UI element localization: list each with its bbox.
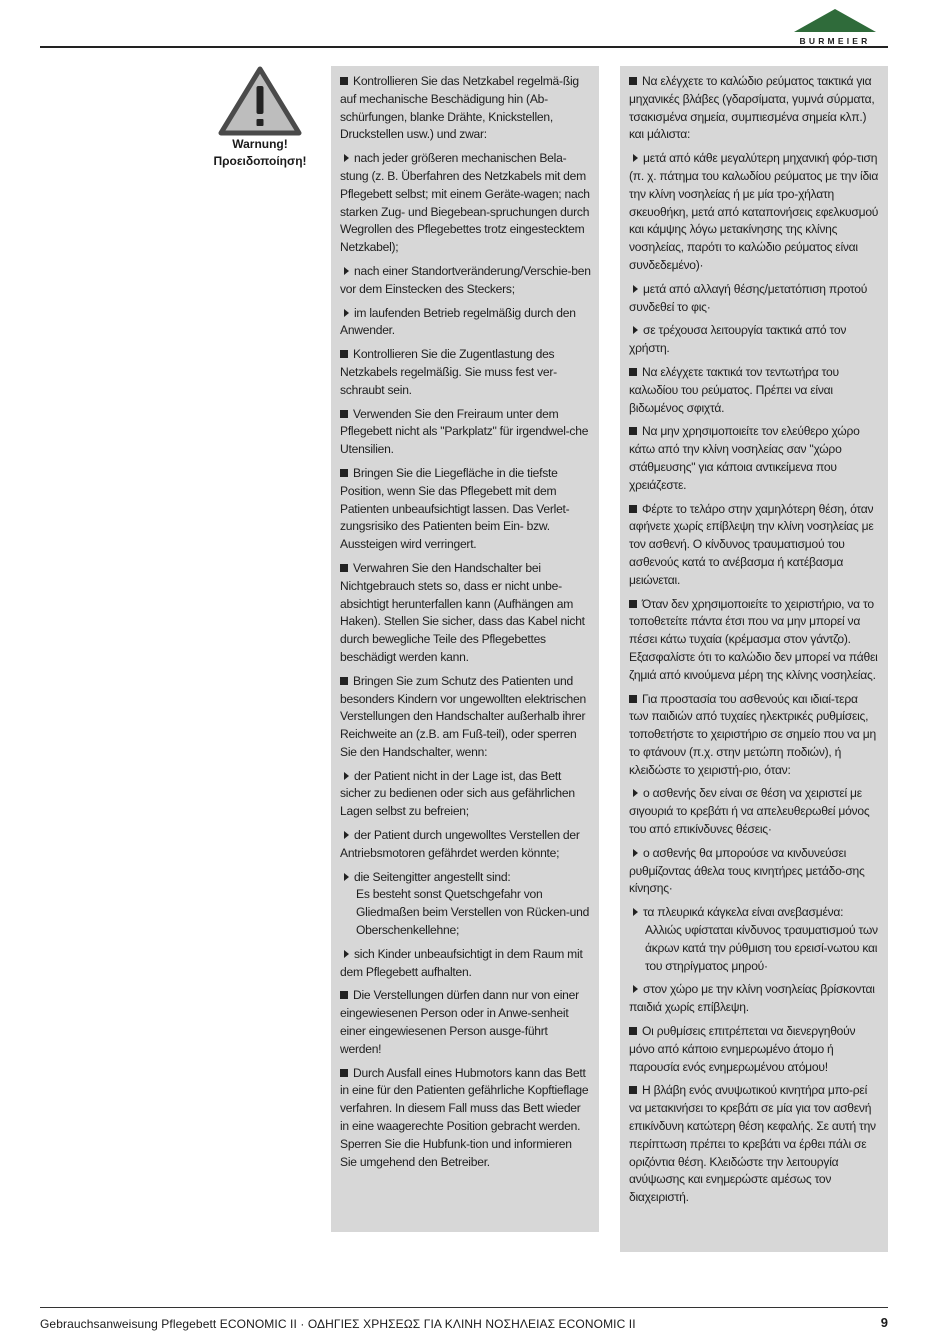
paragraph-text: Durch Ausfall eines Hubmotors kann das Bett in eine für den Patienten gefährliche Kopftieflage verfahren. In diesem Fall muss das Bett wieder in eine waagerechte Position gebracht werden. Sperren Sie die Hubfunk-tion und informieren Sie umgehend den Betreiber. (340, 1065, 589, 1169)
german-paragraph (340, 768, 591, 821)
arrow-bullet-icon (633, 285, 638, 293)
paragraph-text: στον χώρο με την κλίνη νοσηλείας βρίσκονται παιδιά χωρίς επίβλεψη. (629, 982, 875, 1015)
paragraph-text: ο ασθενής θα μπορούσε να κινδυνεύσει ρυθμίζοντας άθελα τους κινητήρες μετάδο-σης κίνησης· (629, 845, 865, 896)
paragraph-text: Kontrollieren Sie das Netzkabel regelmä-ßig auf mechanische Beschädigung hin (Ab-schürfungen, blanke Drähte, Knickstellen, Druckstellen usw.) und zwar: (340, 74, 579, 142)
paragraph-text: Όταν δεν χρησιμοποιείτε το χειριστήριο, να το τοποθετείτε πάντα έτσι που να μην μπορεί να πέσει κάτω τυχαία (κρέμασμα στον γάντζο). Εξασφαλίστε ότι το καλώδιο δεν μπορεί να πάθει ζημιά από κινούμενα μέρη της κλίνης νοσηλείας. (629, 596, 878, 682)
square-bullet-icon (340, 77, 348, 85)
german-paragraph (340, 869, 591, 940)
greek-paragraph (629, 845, 880, 898)
greek-paragraph (629, 364, 880, 417)
square-bullet-icon (629, 77, 637, 85)
square-bullet-icon (340, 350, 348, 358)
german-paragraph (340, 73, 591, 144)
greek-paragraph (629, 981, 880, 1017)
arrow-bullet-icon (633, 849, 638, 857)
square-bullet-icon (340, 677, 348, 685)
warning-label-de: Warnung! (232, 137, 288, 151)
square-bullet-icon (629, 695, 637, 703)
paragraph-text: Να μην χρησιμοποιείτε τον ελεύθερο χώρο κάτω από την κλίνη νοσηλείας σαν "χώρο στάθμευσης" για κάποια αντικείμενα που χρειάζεστε. (629, 424, 860, 492)
arrow-bullet-icon (633, 908, 638, 916)
german-paragraph (340, 263, 591, 299)
paragraph-text: die Seitengitter angestellt sind: (354, 869, 511, 884)
square-bullet-icon (340, 469, 348, 477)
german-paragraph (340, 946, 591, 982)
arrow-bullet-icon (344, 772, 349, 780)
paragraph-text: Die Verstellungen dürfen dann nur von einer eingewiesenen Person oder in Anwe-senheit einer eingewiesenen Person ausge-führt werden! (340, 988, 579, 1056)
burmeier-logo (792, 8, 878, 48)
square-bullet-icon (340, 991, 348, 999)
page-number: 9 (880, 1315, 888, 1330)
paragraph-text: sich Kinder unbeaufsichtigt in dem Raum mit dem Pflegebett aufhalten. (340, 946, 583, 979)
arrow-bullet-icon (633, 985, 638, 993)
greek-paragraph (629, 1023, 880, 1076)
footer-title: Gebrauchsanweisung Pflegebett ECONOMIC II · ΟΔΗΓΙΕΣ ΧΡΗΣΕΩΣ ΓΙΑ ΚΛΙΝΗ ΝΟΣΗΛΕΙΑΣ ECONOMIC II (40, 1317, 636, 1331)
paragraph-continuation: Αλλιώς υφίσταται κίνδυνος τραυματισμού των άκρων κατά την ρύθμιση του ερεισί-νωτου και του στηρίγματος μηρού· (645, 923, 878, 973)
warning-label-el: Προειδοποίηση! (213, 154, 307, 168)
greek-paragraph (629, 785, 880, 838)
square-bullet-icon (629, 600, 637, 608)
arrow-bullet-icon (344, 873, 349, 881)
square-bullet-icon (340, 564, 348, 572)
paragraph-text: ο ασθενής δεν είναι σε θέση να χειριστεί με σιγουριά το κρεβάτι ή να απελευθερωθεί μόνος του από επικίνδυνες θέσεις· (629, 786, 870, 837)
greek-paragraph (629, 1082, 880, 1207)
german-paragraph (340, 150, 591, 257)
german-paragraph (340, 1065, 591, 1172)
arrow-bullet-icon (633, 789, 638, 797)
arrow-bullet-icon (344, 309, 349, 317)
warning-block (212, 66, 308, 170)
arrow-bullet-icon (344, 154, 349, 162)
german-text-column (331, 66, 599, 1232)
square-bullet-icon (340, 410, 348, 418)
square-bullet-icon (629, 505, 637, 513)
square-bullet-icon (629, 1027, 637, 1035)
paragraph-text: nach jeder größeren mechanischen Bela-stung (z. B. Überfahren des Netzkabels mit dem Pflegebett selbst; mit einem Geräte-wagen; nach starken Zug- und Biegebean-spruchungen durch Wegrollen des Pflegebettes trotz eingestecktem Netzkabel); (340, 151, 590, 255)
german-paragraph (340, 987, 591, 1058)
german-paragraph (340, 673, 591, 762)
german-paragraph (340, 560, 591, 667)
paragraph-text: im laufenden Betrieb regelmäßig durch den Anwender. (340, 305, 576, 338)
arrow-bullet-icon (344, 831, 349, 839)
logo-roof-icon (792, 8, 878, 34)
paragraph-text: Bringen Sie die Liegefläche in die tiefste Position, wenn Sie das Pflegebett mit dem Patienten unbeaufsichtigt lassen. Das Verlet-zungsrisiko des Patienten beim Ein- bzw. Aussteigen wird verringert. (340, 465, 570, 552)
greek-paragraph (629, 501, 880, 590)
square-bullet-icon (629, 368, 637, 376)
greek-text-column (620, 66, 888, 1252)
paragraph-text: Verwenden Sie den Freiraum unter dem Pflegebett nicht als "Parkplatz" für irgendwel-che Utensilien. (340, 406, 589, 457)
greek-paragraph (629, 281, 880, 317)
paragraph-text: Για προστασία του ασθενούς και ιδιαί-τερα των παιδιών από τυχαίες ηλεκτρικές ρυθμίσεις, τοποθετήστε το χειριστήριο σε σημείο που να μη το φτάνουν (π.χ. στην μετώπη ποδιών), ή κλειδώστε το χειριστή-ριο, όταν: (629, 691, 876, 777)
arrow-bullet-icon (344, 267, 349, 275)
greek-paragraph (629, 150, 880, 275)
paragraph-text: μετά από αλλαγή θέσης/μετατόπιση προτού συνδεθεί το φις· (629, 281, 868, 314)
arrow-bullet-icon (344, 950, 349, 958)
square-bullet-icon (629, 1086, 637, 1094)
paragraph-text: Verwahren Sie den Handschalter bei Nichtgebrauch stets so, dass er nicht unbe-absichtigt herunterfallen kann (Aufhängen am Haken). Stellen Sie sicher, dass das Kabel nicht durch bewegliche Teile des Pflegebettes beschädigt werden kann. (340, 560, 585, 664)
paragraph-text: nach einer Standortveränderung/Verschie-ben vor dem Einstecken des Steckers; (340, 263, 591, 296)
greek-paragraph (629, 904, 880, 975)
paragraph-text: Να ελέγχετε το καλώδιο ρεύματος τακτικά για μηχανικές βλάβες (γδαρσίματα, γυμνά σύρματα, τσακισμένα σημεία, συμπιεσμένα σημεία κλπ.) και μάλιστα: (629, 74, 875, 142)
arrow-bullet-icon (633, 154, 638, 162)
paragraph-text: Να ελέγχετε τακτικά τον τεντωτήρα του καλωδίου του ρεύματος. Πρέπει να είναι βιδωμένος σφιχτά. (629, 364, 839, 415)
greek-paragraph (629, 423, 880, 494)
footer-divider (40, 1307, 888, 1308)
german-paragraph (340, 465, 591, 554)
paragraph-text: τα πλευρικά κάγκελα είναι ανεβασμένα: (643, 905, 844, 920)
paragraph-text: Οι ρυθμίσεις επιτρέπεται να διενεργηθούν μόνο από κάποιο ενημερωμένο άτομο ή παρουσία ενός ενημερωμένου ατόμου! (629, 1024, 856, 1074)
square-bullet-icon (340, 1069, 348, 1077)
greek-paragraph (629, 322, 880, 358)
arrow-bullet-icon (633, 326, 638, 334)
german-paragraph (340, 827, 591, 863)
paragraph-continuation: Es besteht sonst Quetschgefahr von Gliedmaßen beim Verstellen von Rücken-und Oberschenkellehne; (356, 887, 590, 938)
square-bullet-icon (629, 427, 637, 435)
german-paragraph (340, 406, 591, 459)
paragraph-text: μετά από κάθε μεγαλύτερη μηχανική φόρ-τιση (π. χ. πάτημα του καλωδίου ρεύματος με την ίδια την κλίνη νοσηλείας ή με μία τρο-χήλατη σκευοθήκη, μετά από καταπονήσεις εφελκυσμού και κάμψης λόγω μετακίνησης της κλίνης νοσηλείας, παρότι το καλώδιο ρεύματος είναι συνδεδεμένο)· (629, 151, 879, 272)
paragraph-text: der Patient durch ungewolltes Verstellen der Antriebsmotoren gefährdet werden könnte; (340, 828, 580, 860)
german-paragraph (340, 346, 591, 399)
paragraph-text: Kontrollieren Sie die Zugentlastung des Netzkabels regelmäßig. Sie muss fest ver-schraubt sein. (340, 347, 557, 397)
brand-name: BURMEIER (799, 36, 871, 46)
paragraph-text: Bringen Sie zum Schutz des Patienten und besonders Kindern vor ungewollten elektrischen Verstellungen den Handschalter außerhalb ihrer Reichweite an (z.B. am Fuß-teil), oder sperren Sie den Handschalter, wenn: (340, 673, 586, 759)
greek-paragraph (629, 73, 880, 144)
paragraph-text: Φέρτε το τελάρο στην χαμηλότερη θέση, όταν αφήνετε χωρίς επίβλεψη την κλίνη νοσηλείας με τον ασθενή. Ο κίνδυνος τραυματισμού του ασθενούς κατά το ανέβασμα ή κατέβασμα μειώνεται. (629, 501, 874, 587)
paragraph-text: der Patient nicht in der Lage ist, das Bett sicher zu bedienen oder sich aus gefährlichen Lagen selbst zu befreien; (340, 768, 575, 819)
warning-triangle-icon (218, 66, 302, 136)
paragraph-text: Η βλάβη ενός ανυψωτικού κινητήρα μπο-ρεί να μετακινήσει το κρεβάτι σε μία για τον ασθενή επικίνδυνη κατώτερη θέση κεφαλής. Σε αυτή την περίπτωση πρέπει το κρεβάτι να έρθει πάλι σε οριζόντια θέση. Κλειδώστε την λειτουργία ανύψωσης και ενημερώστε αμέσως τον διαχειριστή. (629, 1083, 876, 1205)
german-paragraph (340, 305, 591, 341)
paragraph-text: σε τρέχουσα λειτουργία τακτικά από τον χρήστη. (629, 323, 847, 356)
header-divider (40, 46, 888, 48)
greek-paragraph (629, 596, 880, 685)
greek-paragraph (629, 691, 880, 780)
